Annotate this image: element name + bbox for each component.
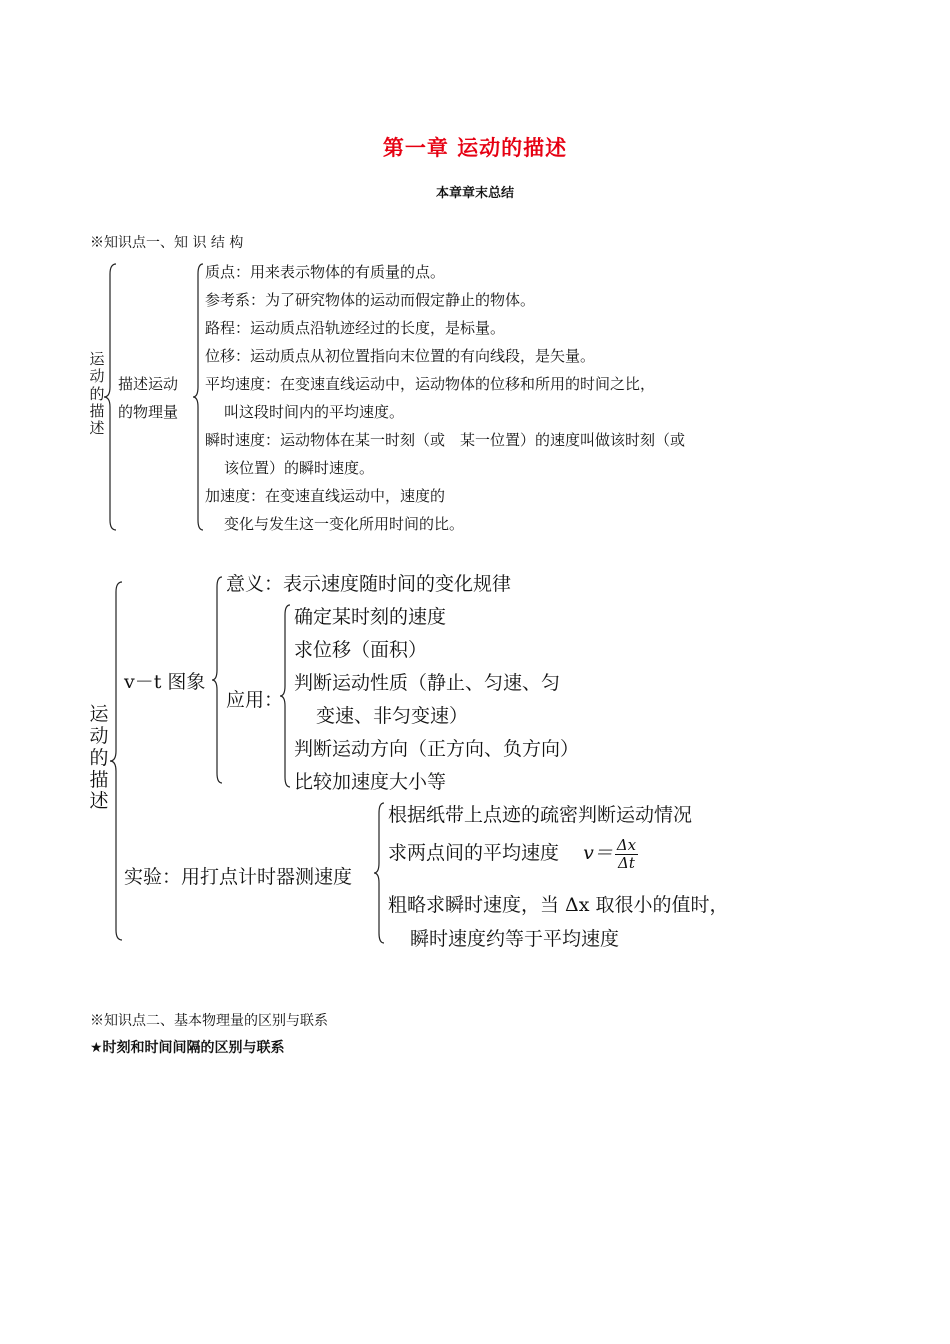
formula-fraction — [615, 837, 638, 871]
vt-application-label: 应用： — [226, 689, 284, 711]
experiment-brace — [374, 801, 386, 945]
map1-item-acceleration: 加速度：在变速直线运动中，速度的 — [205, 487, 446, 505]
map1-inner-brace — [193, 262, 205, 532]
vt-brace — [212, 575, 224, 785]
map1-item-instant-velocity-cont: 该位置）的瞬时速度。 — [224, 459, 375, 477]
map1-item-particle: 质点：用来表示物体的有质量的点。 — [205, 263, 446, 281]
formula-lhs: v＝ — [583, 842, 613, 864]
map2-root-label: 运动的描述 — [89, 703, 109, 813]
app-item-compare-acceleration: 比较加速度大小等 — [294, 771, 447, 793]
knowledge-point-1-heading: ※知识点一、知 识 结 构 — [90, 235, 244, 251]
exp-item-instant-velocity-cont: 瞬时速度约等于平均速度 — [410, 928, 620, 950]
map1-branch-line-1: 描述运动 — [118, 375, 179, 393]
formula-numerator: Δx — [616, 836, 637, 854]
exp-item-instant-velocity: 粗略求瞬时速度，当 Δx 取很小的值时， — [388, 894, 729, 916]
application-brace — [280, 603, 292, 789]
app-item-displacement-area: 求位移（面积） — [294, 639, 428, 661]
map1-outer-brace — [104, 262, 118, 532]
map2-outer-brace — [110, 580, 124, 942]
experiment-label: 实验：用打点计时器测速度 — [124, 866, 353, 888]
map1-item-acceleration-cont: 变化与发生这一变化所用时间的比。 — [224, 515, 465, 533]
map1-item-average-velocity-cont: 叫这段时间内的平均速度。 — [224, 403, 405, 421]
exp-item-average-velocity — [388, 837, 638, 871]
knowledge-point-2-heading: ※知识点二、基本物理量的区别与联系 — [90, 1013, 328, 1029]
app-item-velocity-at-moment: 确定某时刻的速度 — [294, 606, 447, 628]
formula-denominator: Δt — [618, 853, 635, 872]
vt-graph-label: v－t 图象 — [124, 671, 206, 693]
subsection-heading: ★时刻和时间间隔的区别与联系 — [90, 1040, 285, 1056]
vt-meaning: 意义：表示速度随时间的变化规律 — [226, 573, 512, 595]
map1-item-instant-velocity: 瞬时速度：运动物体在某一时刻（或 某一位置）的速度叫做该时刻（或 — [205, 431, 686, 449]
app-item-motion-type: 判断运动性质（静止、匀速、匀 — [294, 672, 561, 694]
app-item-motion-type-cont: 变速、非匀变速） — [316, 705, 469, 727]
map1-item-average-velocity: 平均速度：在变速直线运动中，运动物体的位移和所用的时间之比， — [205, 375, 656, 393]
exp-item-tape-density: 根据纸带上点迹的疏密判断运动情况 — [388, 804, 693, 826]
map1-root-label: 运动的描述 — [89, 350, 105, 437]
map1-branch-line-2: 的物理量 — [118, 403, 179, 421]
exp-item-average-velocity-text: 求两点间的平均速度 — [388, 842, 560, 864]
section-subtitle: 本章章末总结 — [435, 186, 514, 201]
map1-item-path-length: 路程：运动质点沿轨迹经过的长度，是标量。 — [205, 319, 506, 337]
map1-item-reference-frame: 参考系：为了研究物体的运动而假定静止的物体。 — [205, 291, 536, 309]
chapter-title: 第一章 运动的描述 — [382, 136, 568, 160]
app-item-motion-direction: 判断运动方向（正方向、负方向） — [294, 738, 580, 760]
map1-item-displacement: 位移：运动质点从初位置指向末位置的有向线段，是矢量。 — [205, 347, 596, 365]
